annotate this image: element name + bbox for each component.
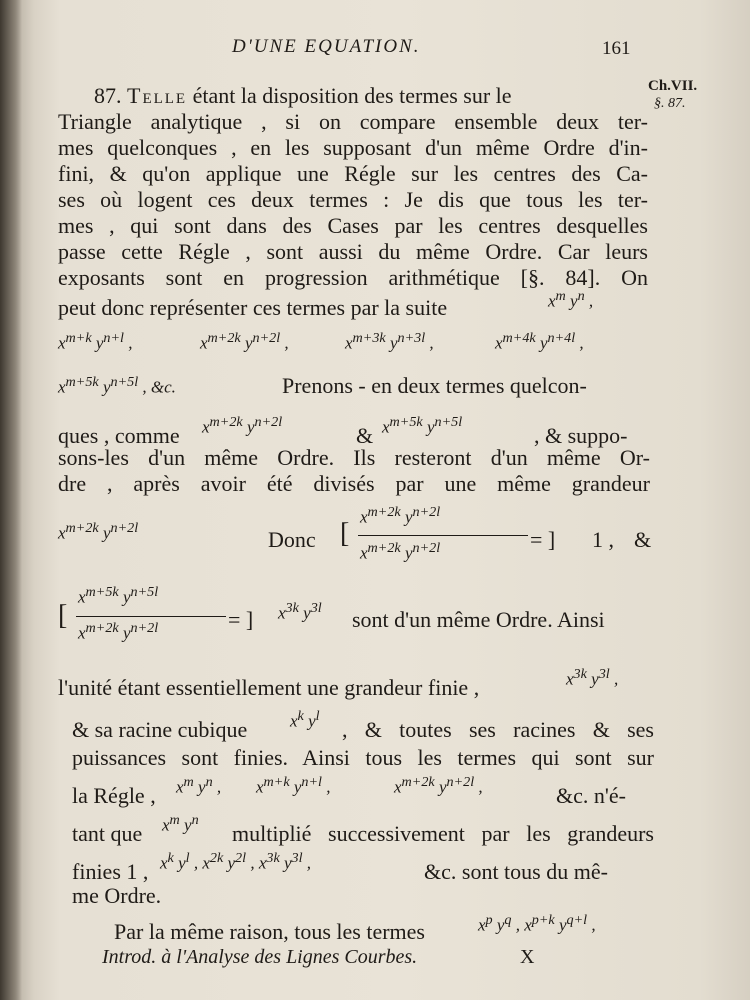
math-term: $x^{m+5k}$ $y^{n+5l}$ , &c. (58, 374, 176, 397)
math-term: $x^m$ $y^n$ , (176, 774, 222, 797)
donc-word: Donc (268, 527, 316, 552)
paragraph-line: &c. n'é- (556, 783, 626, 808)
fraction-numerator: $x^{m+5k}$ $y^{n+5l}$ (78, 584, 159, 607)
paragraph-line: tant que (72, 821, 143, 846)
paragraph-line: passe cette Régle , sont aussi du même Ordre. Car leurs (58, 239, 648, 264)
equals-sign: = ] (530, 527, 556, 552)
paragraph-line (94, 84, 640, 108)
paragraph-line: Triangle analytique , si on compare ensemble deux ter- (58, 109, 648, 134)
paragraph-line: , & toutes ses racines & ses (342, 717, 654, 742)
paragraph-line: sont d'un même Ordre. Ainsi (352, 607, 605, 632)
fraction-bar (76, 616, 226, 617)
paragraph-line: sons-les d'un même Ordre. Ils resteront d'un même Or- (58, 445, 650, 470)
paragraph-line: exposants sont en progression arithmétique [§. 84]. On (58, 265, 648, 290)
math-term: $x^{m+k}$ $y^{n+l}$ , (58, 330, 133, 353)
paragraph-line: mes quelconques , en les supposant d'un même Ordre d'in- (58, 135, 648, 160)
math-term-xmyn: $x^m$ $y^n$ , (548, 288, 594, 311)
math-term: $x^{m+2k}$ $y^{n+2l}$ , (200, 330, 289, 353)
math-term: $x^{m+2k}$ $y^{n+2l}$ (202, 414, 283, 437)
math-term: $x^{m+k}$ $y^{n+l}$ , (256, 774, 331, 797)
eq-right: 1 , (592, 527, 614, 552)
paragraph-line: & sa racine cubique (72, 717, 248, 742)
fraction-denominator: $x^{m+2k}$ $y^{n+2l}$ (360, 540, 441, 563)
math-term: $x^{m+2k}$ $y^{n+2l}$ , (394, 774, 483, 797)
fraction-denominator: $x^{m+2k}$ $y^{n+2l}$ (78, 620, 159, 643)
paragraph-number: 87. (94, 83, 122, 108)
paragraph-line: dre , après avoir été divisés par une même grandeur (58, 471, 650, 496)
math-term: $x^k$ $y^l$ (290, 708, 320, 731)
paragraph-line: ques , comme (58, 423, 180, 448)
ampersand: & (356, 423, 374, 448)
paragraph-line: &c. sont tous du mê- (424, 859, 608, 884)
margin-section: §. 87. (654, 96, 686, 111)
equals-sign: = ] (228, 607, 254, 632)
paragraph-line: fini, & qu'on applique une Régle sur les centres des Ca- (58, 161, 648, 186)
math-term: $x^{m+3k}$ $y^{n+3l}$ , (345, 330, 434, 353)
math-term: $x^m$ $y^n$ (162, 812, 199, 835)
paragraph-line: ses où logent ces deux termes : Je dis que tous les ter- (58, 187, 648, 212)
math-term: $x^{m+5k}$ $y^{n+5l}$ (382, 414, 463, 437)
signature-mark: X (520, 946, 535, 968)
paragraph-line: finies 1 , (72, 859, 149, 884)
paragraph-line: Prenons - en deux termes quelcon- (282, 373, 587, 398)
paragraph-line: me Ordre. (72, 883, 162, 908)
paragraph-line: l'unité étant essentiellement une grandeur finie , (58, 675, 480, 700)
page-gutter-shadow (0, 0, 22, 1000)
paragraph-line: peut donc représenter ces termes par la suite (58, 295, 448, 320)
math-term: $x^{3k}$ $y^{3l}$ , (566, 666, 619, 689)
paragraph-line: puissances sont finies. Ainsi tous les termes qui sont sur (72, 745, 654, 770)
bracket-open: [ (58, 600, 68, 631)
lead-word: Telle (127, 83, 188, 108)
page-number: 161 (602, 38, 631, 59)
running-header: D'UNE EQUATION. (232, 36, 421, 57)
math-term: $x^{m+2k}$ $y^{n+2l}$ (58, 520, 139, 543)
math-term: $x^{3k}$ $y^{3l}$ (278, 600, 322, 623)
math-term: $x^p$ $y^q$ , $x^{p+k}$ $y^{q+l}$ , (478, 912, 596, 935)
paragraph-line: Par la même raison, tous les termes (114, 919, 425, 944)
margin-chapter: Ch.VII. (648, 78, 698, 94)
math-term: $x^k$ $y^l$ , $x^{2k}$ $y^{2l}$ , $x^{3k}$ $y^{3l}$ , (160, 850, 312, 873)
bracket-open: [ (340, 518, 350, 549)
line-text: étant la disposition des termes sur le (192, 83, 512, 108)
math-term: $x^{m+4k}$ $y^{n+4l}$ , (495, 330, 584, 353)
fraction-numerator: $x^{m+2k}$ $y^{n+2l}$ (360, 504, 441, 527)
footer-title: Introd. à l'Analyse des Lignes Courbes. (102, 946, 418, 968)
fraction-bar (358, 535, 528, 536)
paragraph-line: la Régle , (72, 783, 156, 808)
paragraph-line: multiplié successivement par les grandeurs (232, 821, 654, 846)
ampersand: & (634, 527, 652, 552)
paragraph-line: , & suppo- (534, 423, 628, 448)
paragraph-line: mes , qui sont dans des Cases par les centres desquelles (58, 213, 648, 238)
